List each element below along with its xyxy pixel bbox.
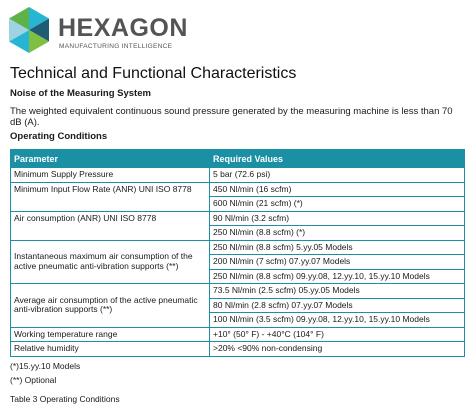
- value-cell: 250 Nl/min (8.8 scfm) (*): [210, 226, 465, 241]
- table-row: [11, 211, 465, 226]
- page-title: Technical and Functional Characteristics: [10, 65, 297, 82]
- parameter-cell: Air consumption (ANR) UNI ISO 8778: [11, 211, 210, 240]
- table-caption: Table 3 Operating Conditions: [10, 394, 120, 404]
- table-header-row: [11, 150, 465, 168]
- brand-name: HEXAGON: [58, 14, 188, 42]
- parameter-cell: Average air consumption of the active pneumatic anti-vibration supports (**): [11, 284, 210, 328]
- table-row: [11, 240, 465, 255]
- value-cell: 73.5 Nl/min (2.5 scfm) 05.yy.05 Models: [210, 284, 465, 299]
- value-cell: 250 Nl/min (8.8 scfm) 5.yy.05 Models: [210, 240, 465, 255]
- value-cell: 200 Nl/min (7 scfm) 07.yy.07 Models: [210, 255, 465, 270]
- footnote-optional: (**) Optional: [10, 375, 57, 385]
- footnote-models: (*)15.yy.10 Models: [10, 361, 81, 371]
- table-row: [11, 168, 465, 183]
- parameter-cell: Instantaneous maximum air consumption of the active pneumatic anti-vibration supports (**): [11, 240, 210, 284]
- parameter-cell: Working temperature range: [11, 327, 210, 342]
- hexagon-logo: [6, 6, 216, 54]
- section-title-noise: Noise of the Measuring System: [10, 88, 151, 99]
- value-cell: 80 Nl/min (2.8 scfm) 07.yy.07 Models: [210, 298, 465, 313]
- parameter-cell: Relative humidity: [11, 342, 210, 357]
- value-cell: >20% <90% non-condensing: [210, 342, 465, 357]
- value-cell: 5 bar (72.6 psi): [210, 168, 465, 183]
- value-cell: 600 Nl/min (21 scfm) (*): [210, 197, 465, 212]
- brand-tagline: MANUFACTURING INTELLIGENCE: [59, 43, 173, 50]
- column-header-parameter: Parameter: [11, 150, 210, 168]
- value-cell: 100 Nl/min (3.5 scfm) 09.yy.08, 12.yy.10, 15.yy.10 Models: [210, 313, 465, 328]
- value-cell: 250 Nl/min (8.8 scfm) 09.yy.08, 12.yy.10, 15.yy.10 Models: [210, 269, 465, 284]
- parameter-cell: Minimum Supply Pressure: [11, 168, 210, 183]
- noise-paragraph: The weighted equivalent continuous sound pressure generated by the measuring machine is less than 70 dB (A).: [10, 106, 453, 128]
- table-row: [11, 327, 465, 342]
- value-cell: 90 Nl/min (3.2 scfm): [210, 211, 465, 226]
- table-row: [11, 342, 465, 357]
- parameter-cell: Minimum Input Flow Rate (ANR) UNI ISO 8778: [11, 182, 210, 211]
- column-header-required-values: Required Values: [210, 150, 465, 168]
- operating-conditions-table: [10, 149, 465, 357]
- value-cell: +10° (50° F) - +40°C (104° F): [210, 327, 465, 342]
- value-cell: 450 Nl/min (16 scfm): [210, 182, 465, 197]
- table-row: [11, 182, 465, 197]
- section-title-operating: Operating Conditions: [10, 131, 108, 142]
- table-row: [11, 284, 465, 299]
- hexagon-logo-icon: [6, 6, 52, 54]
